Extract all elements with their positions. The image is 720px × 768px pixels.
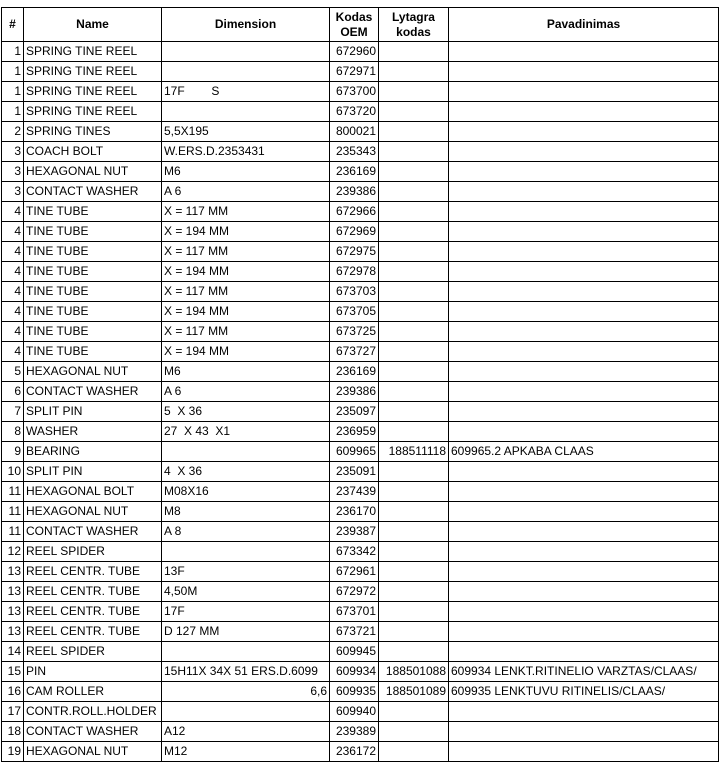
row-pavadinimas-cell (449, 362, 719, 382)
row-index-cell: 1 (2, 62, 24, 82)
row-index-cell: 13 (2, 622, 24, 642)
table-row (2, 202, 719, 222)
row-index-cell: 10 (2, 462, 24, 482)
row-pavadinimas-cell (449, 422, 719, 442)
row-lytagra-kodas-cell (379, 382, 449, 402)
row-pavadinimas-cell (449, 642, 719, 662)
row-name-cell: CONTACT WASHER (24, 522, 162, 542)
row-kodas-oem-cell: 237439 (330, 482, 379, 502)
table-row (2, 242, 719, 262)
table-row (2, 722, 719, 742)
row-dimension-cell: X = 194 MM (162, 262, 330, 282)
row-name-cell: REEL SPIDER (24, 642, 162, 662)
row-dimension-cell: X = 117 MM (162, 322, 330, 342)
row-kodas-oem-cell: 673703 (330, 282, 379, 302)
table-row (2, 42, 719, 62)
row-lytagra-kodas-cell (379, 122, 449, 142)
row-kodas-oem-cell: 235097 (330, 402, 379, 422)
row-name-cell: REEL CENTR. TUBE (24, 562, 162, 582)
row-lytagra-kodas-cell (379, 482, 449, 502)
row-name-cell: BEARING (24, 442, 162, 462)
table-row (2, 582, 719, 602)
header-lytagra-kodas: Lytagra kodas (379, 8, 449, 42)
row-index-cell: 19 (2, 742, 24, 762)
row-kodas-oem-cell: 235343 (330, 142, 379, 162)
row-lytagra-kodas-cell (379, 702, 449, 722)
row-index-cell: 13 (2, 582, 24, 602)
row-pavadinimas-cell (449, 342, 719, 362)
row-lytagra-kodas-cell (379, 82, 449, 102)
row-kodas-oem-cell: 673701 (330, 602, 379, 622)
table-row (2, 742, 719, 762)
row-kodas-oem-cell: 239387 (330, 522, 379, 542)
row-dimension-cell: W.ERS.D.2353431 (162, 142, 330, 162)
table-row (2, 182, 719, 202)
row-kodas-oem-cell: 239386 (330, 382, 379, 402)
table-row (2, 122, 719, 142)
row-pavadinimas-cell (449, 502, 719, 522)
row-pavadinimas-cell (449, 562, 719, 582)
row-dimension-cell: X = 117 MM (162, 202, 330, 222)
row-pavadinimas-cell (449, 162, 719, 182)
row-name-cell: SPLIT PIN (24, 462, 162, 482)
row-name-cell: TINE TUBE (24, 342, 162, 362)
table-row (2, 502, 719, 522)
table-row (2, 142, 719, 162)
row-kodas-oem-cell: 800021 (330, 122, 379, 142)
row-index-cell: 4 (2, 202, 24, 222)
row-name-cell: CAM ROLLER (24, 682, 162, 702)
row-kodas-oem-cell: 672978 (330, 262, 379, 282)
row-dimension-cell (162, 102, 330, 122)
row-name-cell: TINE TUBE (24, 302, 162, 322)
row-index-cell: 3 (2, 142, 24, 162)
header-name: Name (24, 8, 162, 42)
row-index-cell: 4 (2, 342, 24, 362)
row-pavadinimas-cell (449, 222, 719, 242)
row-lytagra-kodas-cell (379, 502, 449, 522)
row-kodas-oem-cell: 239386 (330, 182, 379, 202)
row-index-cell: 1 (2, 82, 24, 102)
row-index-cell: 2 (2, 122, 24, 142)
row-index-cell: 18 (2, 722, 24, 742)
table-row (2, 622, 719, 642)
row-kodas-oem-cell: 672969 (330, 222, 379, 242)
row-pavadinimas-cell (449, 242, 719, 262)
row-kodas-oem-cell: 609935 (330, 682, 379, 702)
row-name-cell: SPRING TINE REEL (24, 42, 162, 62)
row-name-cell: SPRING TINE REEL (24, 82, 162, 102)
row-index-cell: 14 (2, 642, 24, 662)
row-lytagra-kodas-cell (379, 42, 449, 62)
table-row (2, 422, 719, 442)
row-name-cell: CONTR.ROLL.HOLDER (24, 702, 162, 722)
row-index-cell: 13 (2, 602, 24, 622)
header-dimension: Dimension (162, 8, 330, 42)
table-row (2, 442, 719, 462)
row-index-cell: 4 (2, 302, 24, 322)
row-lytagra-kodas-cell (379, 422, 449, 442)
table-row (2, 162, 719, 182)
row-dimension-cell: M6 (162, 162, 330, 182)
row-dimension-cell: M8 (162, 502, 330, 522)
row-name-cell: TINE TUBE (24, 282, 162, 302)
row-kodas-oem-cell: 672961 (330, 562, 379, 582)
row-name-cell: HEXAGONAL NUT (24, 162, 162, 182)
row-dimension-cell: 5 X 36 (162, 402, 330, 422)
row-pavadinimas-cell (449, 542, 719, 562)
row-dimension-cell: X = 117 MM (162, 282, 330, 302)
row-kodas-oem-cell: 239389 (330, 722, 379, 742)
table-row (2, 282, 719, 302)
row-kodas-oem-cell: 609940 (330, 702, 379, 722)
header-index: # (2, 8, 24, 42)
row-name-cell: HEXAGONAL NUT (24, 742, 162, 762)
table-row (2, 402, 719, 422)
row-dimension-cell: A12 (162, 722, 330, 742)
table-row (2, 702, 719, 722)
row-name-cell: COACH BOLT (24, 142, 162, 162)
row-kodas-oem-cell: 236169 (330, 162, 379, 182)
row-dimension-cell: X = 194 MM (162, 302, 330, 322)
row-name-cell: SPRING TINE REEL (24, 62, 162, 82)
row-lytagra-kodas-cell (379, 262, 449, 282)
row-kodas-oem-cell: 673721 (330, 622, 379, 642)
table-row (2, 342, 719, 362)
row-name-cell: SPLIT PIN (24, 402, 162, 422)
row-dimension-cell: 17F (162, 602, 330, 622)
row-name-cell: SPRING TINES (24, 122, 162, 142)
row-name-cell: HEXAGONAL BOLT (24, 482, 162, 502)
row-pavadinimas-cell (449, 282, 719, 302)
row-lytagra-kodas-cell (379, 562, 449, 582)
row-kodas-oem-cell: 609965 (330, 442, 379, 462)
row-pavadinimas-cell (449, 582, 719, 602)
row-pavadinimas-cell (449, 702, 719, 722)
row-dimension-cell: 6,6 (162, 682, 330, 702)
row-kodas-oem-cell: 673727 (330, 342, 379, 362)
row-lytagra-kodas-cell (379, 622, 449, 642)
row-kodas-oem-cell: 236170 (330, 502, 379, 522)
table-row (2, 262, 719, 282)
row-name-cell: REEL CENTR. TUBE (24, 602, 162, 622)
row-kodas-oem-cell: 236959 (330, 422, 379, 442)
row-name-cell: HEXAGONAL NUT (24, 362, 162, 382)
row-dimension-cell: X = 117 MM (162, 242, 330, 262)
row-index-cell: 11 (2, 522, 24, 542)
table-row (2, 362, 719, 382)
row-lytagra-kodas-cell (379, 542, 449, 562)
row-index-cell: 4 (2, 242, 24, 262)
row-kodas-oem-cell: 672966 (330, 202, 379, 222)
row-pavadinimas-cell (449, 82, 719, 102)
row-pavadinimas-cell (449, 142, 719, 162)
row-name-cell: CONTACT WASHER (24, 382, 162, 402)
row-kodas-oem-cell: 235091 (330, 462, 379, 482)
row-lytagra-kodas-cell (379, 742, 449, 762)
table-row (2, 542, 719, 562)
row-lytagra-kodas-cell (379, 142, 449, 162)
row-index-cell: 1 (2, 102, 24, 122)
row-pavadinimas-cell (449, 42, 719, 62)
table-body (2, 42, 719, 762)
row-kodas-oem-cell: 672975 (330, 242, 379, 262)
row-name-cell: TINE TUBE (24, 242, 162, 262)
row-lytagra-kodas-cell (379, 182, 449, 202)
row-dimension-cell: 5,5X195 (162, 122, 330, 142)
row-pavadinimas-cell: 609934 LENKT.RITINELIO VARZTAS/CLAAS/ (449, 662, 719, 682)
table-row (2, 522, 719, 542)
row-lytagra-kodas-cell (379, 202, 449, 222)
table-row (2, 102, 719, 122)
row-name-cell: CONTACT WASHER (24, 182, 162, 202)
row-dimension-cell: D 127 MM (162, 622, 330, 642)
row-index-cell: 15 (2, 662, 24, 682)
row-pavadinimas-cell (449, 482, 719, 502)
row-dimension-cell (162, 42, 330, 62)
row-lytagra-kodas-cell (379, 642, 449, 662)
row-kodas-oem-cell: 609945 (330, 642, 379, 662)
row-name-cell: REEL SPIDER (24, 542, 162, 562)
row-dimension-cell: M12 (162, 742, 330, 762)
row-index-cell: 17 (2, 702, 24, 722)
row-index-cell: 3 (2, 182, 24, 202)
row-name-cell: TINE TUBE (24, 222, 162, 242)
row-lytagra-kodas-cell (379, 302, 449, 322)
row-dimension-cell (162, 542, 330, 562)
row-name-cell: PIN (24, 662, 162, 682)
table-row (2, 562, 719, 582)
table-row (2, 222, 719, 242)
row-index-cell: 16 (2, 682, 24, 702)
row-index-cell: 9 (2, 442, 24, 462)
table-row (2, 682, 719, 702)
row-lytagra-kodas-cell: 188501088 (379, 662, 449, 682)
row-pavadinimas-cell (449, 602, 719, 622)
row-dimension-cell (162, 702, 330, 722)
row-lytagra-kodas-cell (379, 722, 449, 742)
row-lytagra-kodas-cell (379, 242, 449, 262)
row-pavadinimas-cell (449, 322, 719, 342)
header-pavadinimas: Pavadinimas (449, 8, 719, 42)
row-lytagra-kodas-cell (379, 522, 449, 542)
row-name-cell: WASHER (24, 422, 162, 442)
row-pavadinimas-cell (449, 122, 719, 142)
row-lytagra-kodas-cell: 188501089 (379, 682, 449, 702)
row-dimension-cell (162, 442, 330, 462)
row-index-cell: 4 (2, 262, 24, 282)
table-row (2, 382, 719, 402)
row-index-cell: 11 (2, 502, 24, 522)
table-row (2, 642, 719, 662)
row-index-cell: 7 (2, 402, 24, 422)
row-dimension-cell: 4,50M (162, 582, 330, 602)
row-kodas-oem-cell: 672971 (330, 62, 379, 82)
table-row (2, 602, 719, 622)
row-kodas-oem-cell: 236169 (330, 362, 379, 382)
row-lytagra-kodas-cell (379, 162, 449, 182)
row-kodas-oem-cell: 673720 (330, 102, 379, 122)
table-row (2, 322, 719, 342)
table-row (2, 482, 719, 502)
row-pavadinimas-cell (449, 262, 719, 282)
row-name-cell: REEL CENTR. TUBE (24, 622, 162, 642)
table-row (2, 62, 719, 82)
row-kodas-oem-cell: 673705 (330, 302, 379, 322)
row-dimension-cell: A 6 (162, 382, 330, 402)
row-lytagra-kodas-cell (379, 582, 449, 602)
row-pavadinimas-cell (449, 622, 719, 642)
row-dimension-cell: M08X16 (162, 482, 330, 502)
row-lytagra-kodas-cell: 188511118 (379, 442, 449, 462)
row-dimension-cell: X = 194 MM (162, 342, 330, 362)
row-lytagra-kodas-cell (379, 462, 449, 482)
row-index-cell: 5 (2, 362, 24, 382)
row-kodas-oem-cell: 673725 (330, 322, 379, 342)
row-dimension-cell: X = 194 MM (162, 222, 330, 242)
row-index-cell: 4 (2, 322, 24, 342)
row-name-cell: SPRING TINE REEL (24, 102, 162, 122)
table-row (2, 82, 719, 102)
row-name-cell: CONTACT WASHER (24, 722, 162, 742)
row-dimension-cell (162, 642, 330, 662)
table-row (2, 462, 719, 482)
row-dimension-cell: A 8 (162, 522, 330, 542)
header-kodas-oem: Kodas OEM (330, 8, 379, 42)
row-lytagra-kodas-cell (379, 602, 449, 622)
row-lytagra-kodas-cell (379, 222, 449, 242)
row-index-cell: 1 (2, 42, 24, 62)
row-kodas-oem-cell: 236172 (330, 742, 379, 762)
row-pavadinimas-cell (449, 722, 719, 742)
row-name-cell: TINE TUBE (24, 202, 162, 222)
row-index-cell: 6 (2, 382, 24, 402)
row-kodas-oem-cell: 673700 (330, 82, 379, 102)
row-pavadinimas-cell (449, 302, 719, 322)
row-pavadinimas-cell: 609935 LENKTUVU RITINELIS/CLAAS/ (449, 682, 719, 702)
row-name-cell: TINE TUBE (24, 322, 162, 342)
row-kodas-oem-cell: 673342 (330, 542, 379, 562)
row-name-cell: HEXAGONAL NUT (24, 502, 162, 522)
table-row (2, 662, 719, 682)
row-pavadinimas-cell (449, 462, 719, 482)
row-pavadinimas-cell (449, 182, 719, 202)
row-pavadinimas-cell (449, 742, 719, 762)
row-index-cell: 13 (2, 562, 24, 582)
row-kodas-oem-cell: 609934 (330, 662, 379, 682)
row-index-cell: 8 (2, 422, 24, 442)
parts-table (1, 7, 719, 762)
row-pavadinimas-cell (449, 102, 719, 122)
row-lytagra-kodas-cell (379, 62, 449, 82)
row-pavadinimas-cell (449, 202, 719, 222)
row-kodas-oem-cell: 672960 (330, 42, 379, 62)
row-name-cell: TINE TUBE (24, 262, 162, 282)
row-index-cell: 4 (2, 282, 24, 302)
row-dimension-cell: 4 X 36 (162, 462, 330, 482)
row-dimension-cell: 15H11X 34X 51 ERS.D.6099 (162, 662, 330, 682)
row-index-cell: 12 (2, 542, 24, 562)
row-index-cell: 3 (2, 162, 24, 182)
row-pavadinimas-cell: 609965.2 APKABA CLAAS (449, 442, 719, 462)
row-pavadinimas-cell (449, 382, 719, 402)
row-lytagra-kodas-cell (379, 362, 449, 382)
row-lytagra-kodas-cell (379, 102, 449, 122)
row-dimension-cell: 17F S (162, 82, 330, 102)
row-pavadinimas-cell (449, 402, 719, 422)
table-row (2, 302, 719, 322)
row-index-cell: 4 (2, 222, 24, 242)
row-lytagra-kodas-cell (379, 402, 449, 422)
row-dimension-cell: M6 (162, 362, 330, 382)
row-pavadinimas-cell (449, 522, 719, 542)
row-lytagra-kodas-cell (379, 282, 449, 302)
row-name-cell: REEL CENTR. TUBE (24, 582, 162, 602)
row-index-cell: 11 (2, 482, 24, 502)
row-dimension-cell: 13F (162, 562, 330, 582)
row-dimension-cell: A 6 (162, 182, 330, 202)
row-dimension-cell (162, 62, 330, 82)
row-lytagra-kodas-cell (379, 322, 449, 342)
row-pavadinimas-cell (449, 62, 719, 82)
row-kodas-oem-cell: 672972 (330, 582, 379, 602)
row-lytagra-kodas-cell (379, 342, 449, 362)
header-row (2, 8, 719, 42)
row-dimension-cell: 27 X 43 X1 (162, 422, 330, 442)
